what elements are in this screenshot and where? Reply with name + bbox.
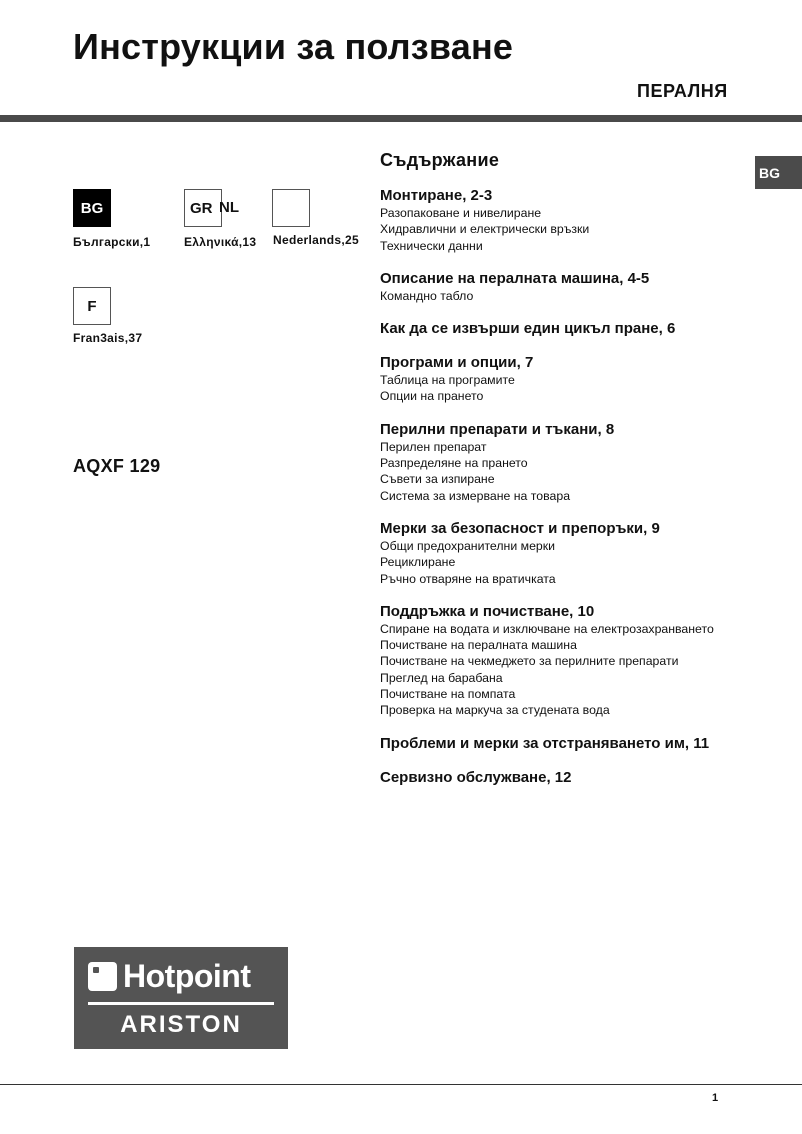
toc-heading[interactable]: Описание на пералната машина, 4-5 — [380, 269, 650, 287]
language-tab: BG — [755, 156, 802, 189]
toc-subitem[interactable]: Хидравлични и електрически връзки — [380, 222, 590, 237]
toc-subitem[interactable]: Опции на прането — [380, 389, 484, 404]
toc-heading[interactable]: Сервизно обслужване, 12 — [380, 768, 572, 786]
language-box-gr[interactable] — [184, 189, 222, 227]
header-divider — [0, 115, 802, 122]
page-number: 1 — [712, 1092, 719, 1104]
language-box-f[interactable]: F — [73, 287, 111, 325]
toc-section — [380, 269, 800, 304]
toc-subitem[interactable]: Командно табло — [380, 288, 474, 303]
toc-subitem[interactable]: Ръчно отваряне на вратичката — [380, 571, 556, 586]
logo-divider — [88, 1002, 274, 1005]
toc-subitem[interactable]: Перилен препарат — [380, 439, 487, 454]
language-box-nl[interactable] — [272, 189, 310, 227]
toc-subitem[interactable]: Рециклиране — [380, 555, 456, 570]
toc-subitem[interactable]: Почистване на помпата — [380, 687, 516, 702]
language-box-bg[interactable]: BG — [73, 189, 111, 227]
toc-heading[interactable]: Перилни препарати и тъкани, 8 — [380, 420, 615, 438]
model-number: AQXF 129 — [73, 456, 161, 476]
toc-section — [380, 319, 800, 338]
toc-subitem[interactable]: Спиране на водата и изключване на електрозахранването — [380, 621, 714, 636]
footer-divider — [0, 1084, 802, 1085]
language-code-nl: NL — [219, 199, 239, 216]
toc-section — [380, 186, 800, 254]
toc-subitem[interactable]: Разпределяне на прането — [380, 456, 528, 471]
toc-subitem[interactable]: Общи предохранителни мерки — [380, 538, 555, 553]
toc-subitem[interactable]: Система за измерване на товара — [380, 488, 571, 503]
toc-heading[interactable]: Как да се извърши един цикъл пране, 6 — [380, 320, 676, 338]
language-code-gr: GR — [190, 199, 213, 217]
language-label-f[interactable]: Fran3ais,37 — [73, 331, 143, 345]
product-type: ПЕРАЛНЯ — [637, 81, 728, 101]
logo-sub: ARISTON — [120, 1011, 242, 1038]
toc-heading[interactable]: Мерки за безопасност и препоръки, 9 — [380, 519, 660, 537]
logo-brand: Hotpoint — [123, 958, 251, 994]
hotpoint-ariston-logo — [74, 947, 288, 1049]
toc-section — [380, 734, 800, 753]
toc-subitem[interactable]: Почистване на пералната машина — [380, 638, 577, 653]
toc-title: Съдържание — [380, 150, 500, 170]
toc-heading[interactable]: Програми и опции, 7 — [380, 354, 534, 372]
toc-section — [380, 768, 800, 787]
toc-subitem[interactable]: Таблица на програмите — [380, 373, 515, 388]
logo-mark-icon — [88, 962, 117, 991]
language-label-nl[interactable]: Nederlands,25 — [273, 233, 359, 247]
toc-subitem[interactable]: Разопаковане и нивелиране — [380, 206, 542, 220]
language-label-bg[interactable]: Български,1 — [73, 235, 151, 249]
toc-subitem[interactable]: Съвети за изпиране — [380, 472, 495, 487]
toc-sections — [380, 186, 800, 787]
toc-section — [380, 602, 800, 719]
toc-section — [380, 519, 800, 587]
toc-heading[interactable]: Поддръжка и почистване, 10 — [380, 602, 595, 620]
toc-subitem[interactable]: Преглед на барабана — [380, 670, 503, 685]
language-label-gr[interactable]: Ελληνικά,13 — [184, 235, 257, 249]
toc-heading[interactable]: Монтиране, 2-3 — [380, 187, 493, 204]
toc-subitem[interactable]: Почистване на чекмеджето за перилните препарати — [380, 654, 679, 669]
table-of-contents — [380, 150, 800, 802]
toc-subitem[interactable]: Проверка на маркуча за студената вода — [380, 703, 610, 718]
toc-section — [380, 353, 800, 405]
toc-subitem[interactable]: Технически данни — [380, 238, 483, 253]
toc-heading[interactable]: Проблеми и мерки за отстраняването им, 11 — [380, 734, 710, 752]
page-title: Инструкции за ползване — [73, 26, 514, 67]
toc-section — [380, 420, 800, 504]
